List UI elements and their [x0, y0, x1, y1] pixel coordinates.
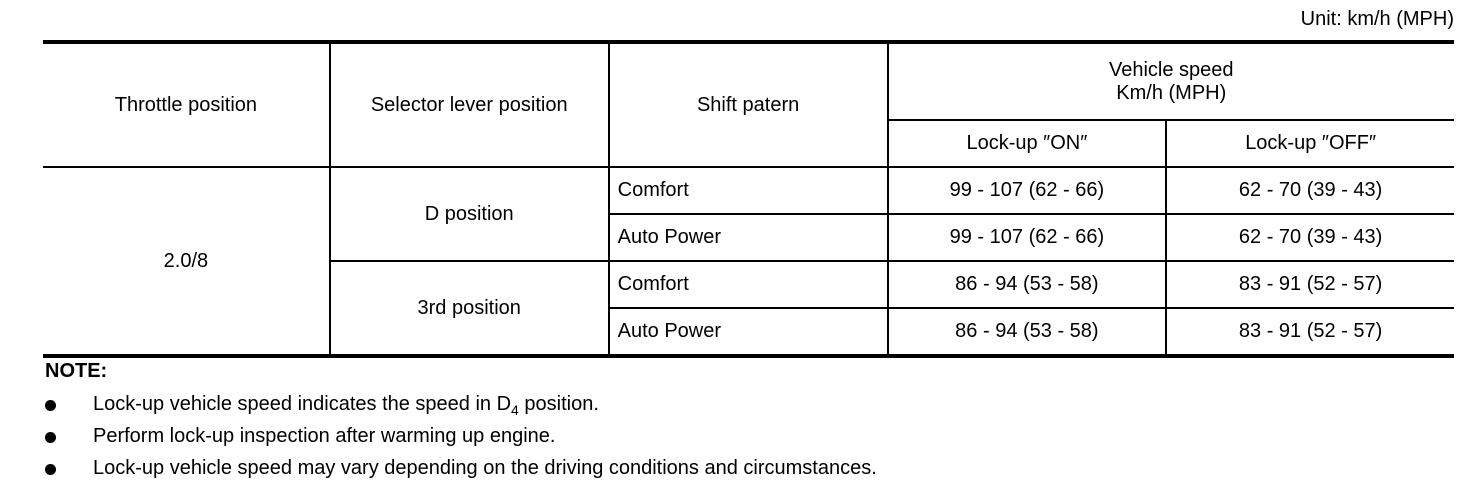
shift-pattern-cell: Auto Power — [609, 214, 888, 261]
lockup-off-cell: 83 - 91 (52 - 57) — [1166, 308, 1454, 356]
note-item-text: Lock-up vehicle speed may vary depending on the driving conditions and circumstances. — [93, 457, 877, 479]
list-item — [45, 424, 877, 456]
header-vehicle-speed-unit: Km/h (MPH) — [1116, 81, 1227, 104]
table-row — [43, 167, 1454, 214]
bullet-icon — [45, 432, 56, 443]
throttle-value-cell: 2.0/8 — [43, 167, 330, 356]
list-item — [45, 456, 877, 488]
lockup-on-cell: 99 - 107 (62 - 66) — [888, 167, 1167, 214]
lockup-off-cell: 62 - 70 (39 - 43) — [1166, 214, 1454, 261]
header-selector-lever-position: Selector lever position — [330, 42, 609, 167]
header-vehicle-speed — [888, 42, 1454, 120]
header-throttle-position: Throttle position — [43, 42, 330, 167]
selector-cell-d-position: D position — [330, 167, 609, 261]
note-item-text-end: position. — [518, 393, 599, 415]
table-header-row — [43, 42, 1454, 120]
lockup-off-cell: 62 - 70 (39 - 43) — [1166, 167, 1454, 214]
header-lockup-on: Lock-up ″ON″ — [888, 120, 1167, 167]
lockup-speed-table — [43, 40, 1454, 358]
lockup-on-cell: 86 - 94 (53 - 58) — [888, 261, 1167, 308]
shift-pattern-cell: Comfort — [609, 261, 888, 308]
header-shift-pattern: Shift patern — [609, 42, 888, 167]
header-vehicle-speed-title: Vehicle speed — [1108, 58, 1234, 81]
lockup-on-cell: 99 - 107 (62 - 66) — [888, 214, 1167, 261]
note-list — [45, 392, 877, 488]
lockup-off-cell: 83 - 91 (52 - 57) — [1166, 261, 1454, 308]
shift-pattern-cell: Comfort — [609, 167, 888, 214]
note-item-subscript: 4 — [511, 402, 519, 418]
lockup-on-cell: 86 - 94 (53 - 58) — [888, 308, 1167, 356]
shift-pattern-cell: Auto Power — [609, 308, 888, 356]
bullet-icon — [45, 400, 56, 411]
selector-cell-3rd-position: 3rd position — [330, 261, 609, 356]
note-item-text: Lock-up vehicle speed indicates the speed in D — [93, 393, 512, 415]
note-item-text: Perform lock-up inspection after warming up engine. — [93, 425, 556, 447]
header-lockup-off: Lock-up ″OFF″ — [1166, 120, 1454, 167]
list-item — [45, 392, 877, 424]
note-title: NOTE: — [45, 360, 108, 382]
unit-label: Unit: km/h (MPH) — [1300, 8, 1454, 30]
bullet-icon — [45, 464, 56, 475]
